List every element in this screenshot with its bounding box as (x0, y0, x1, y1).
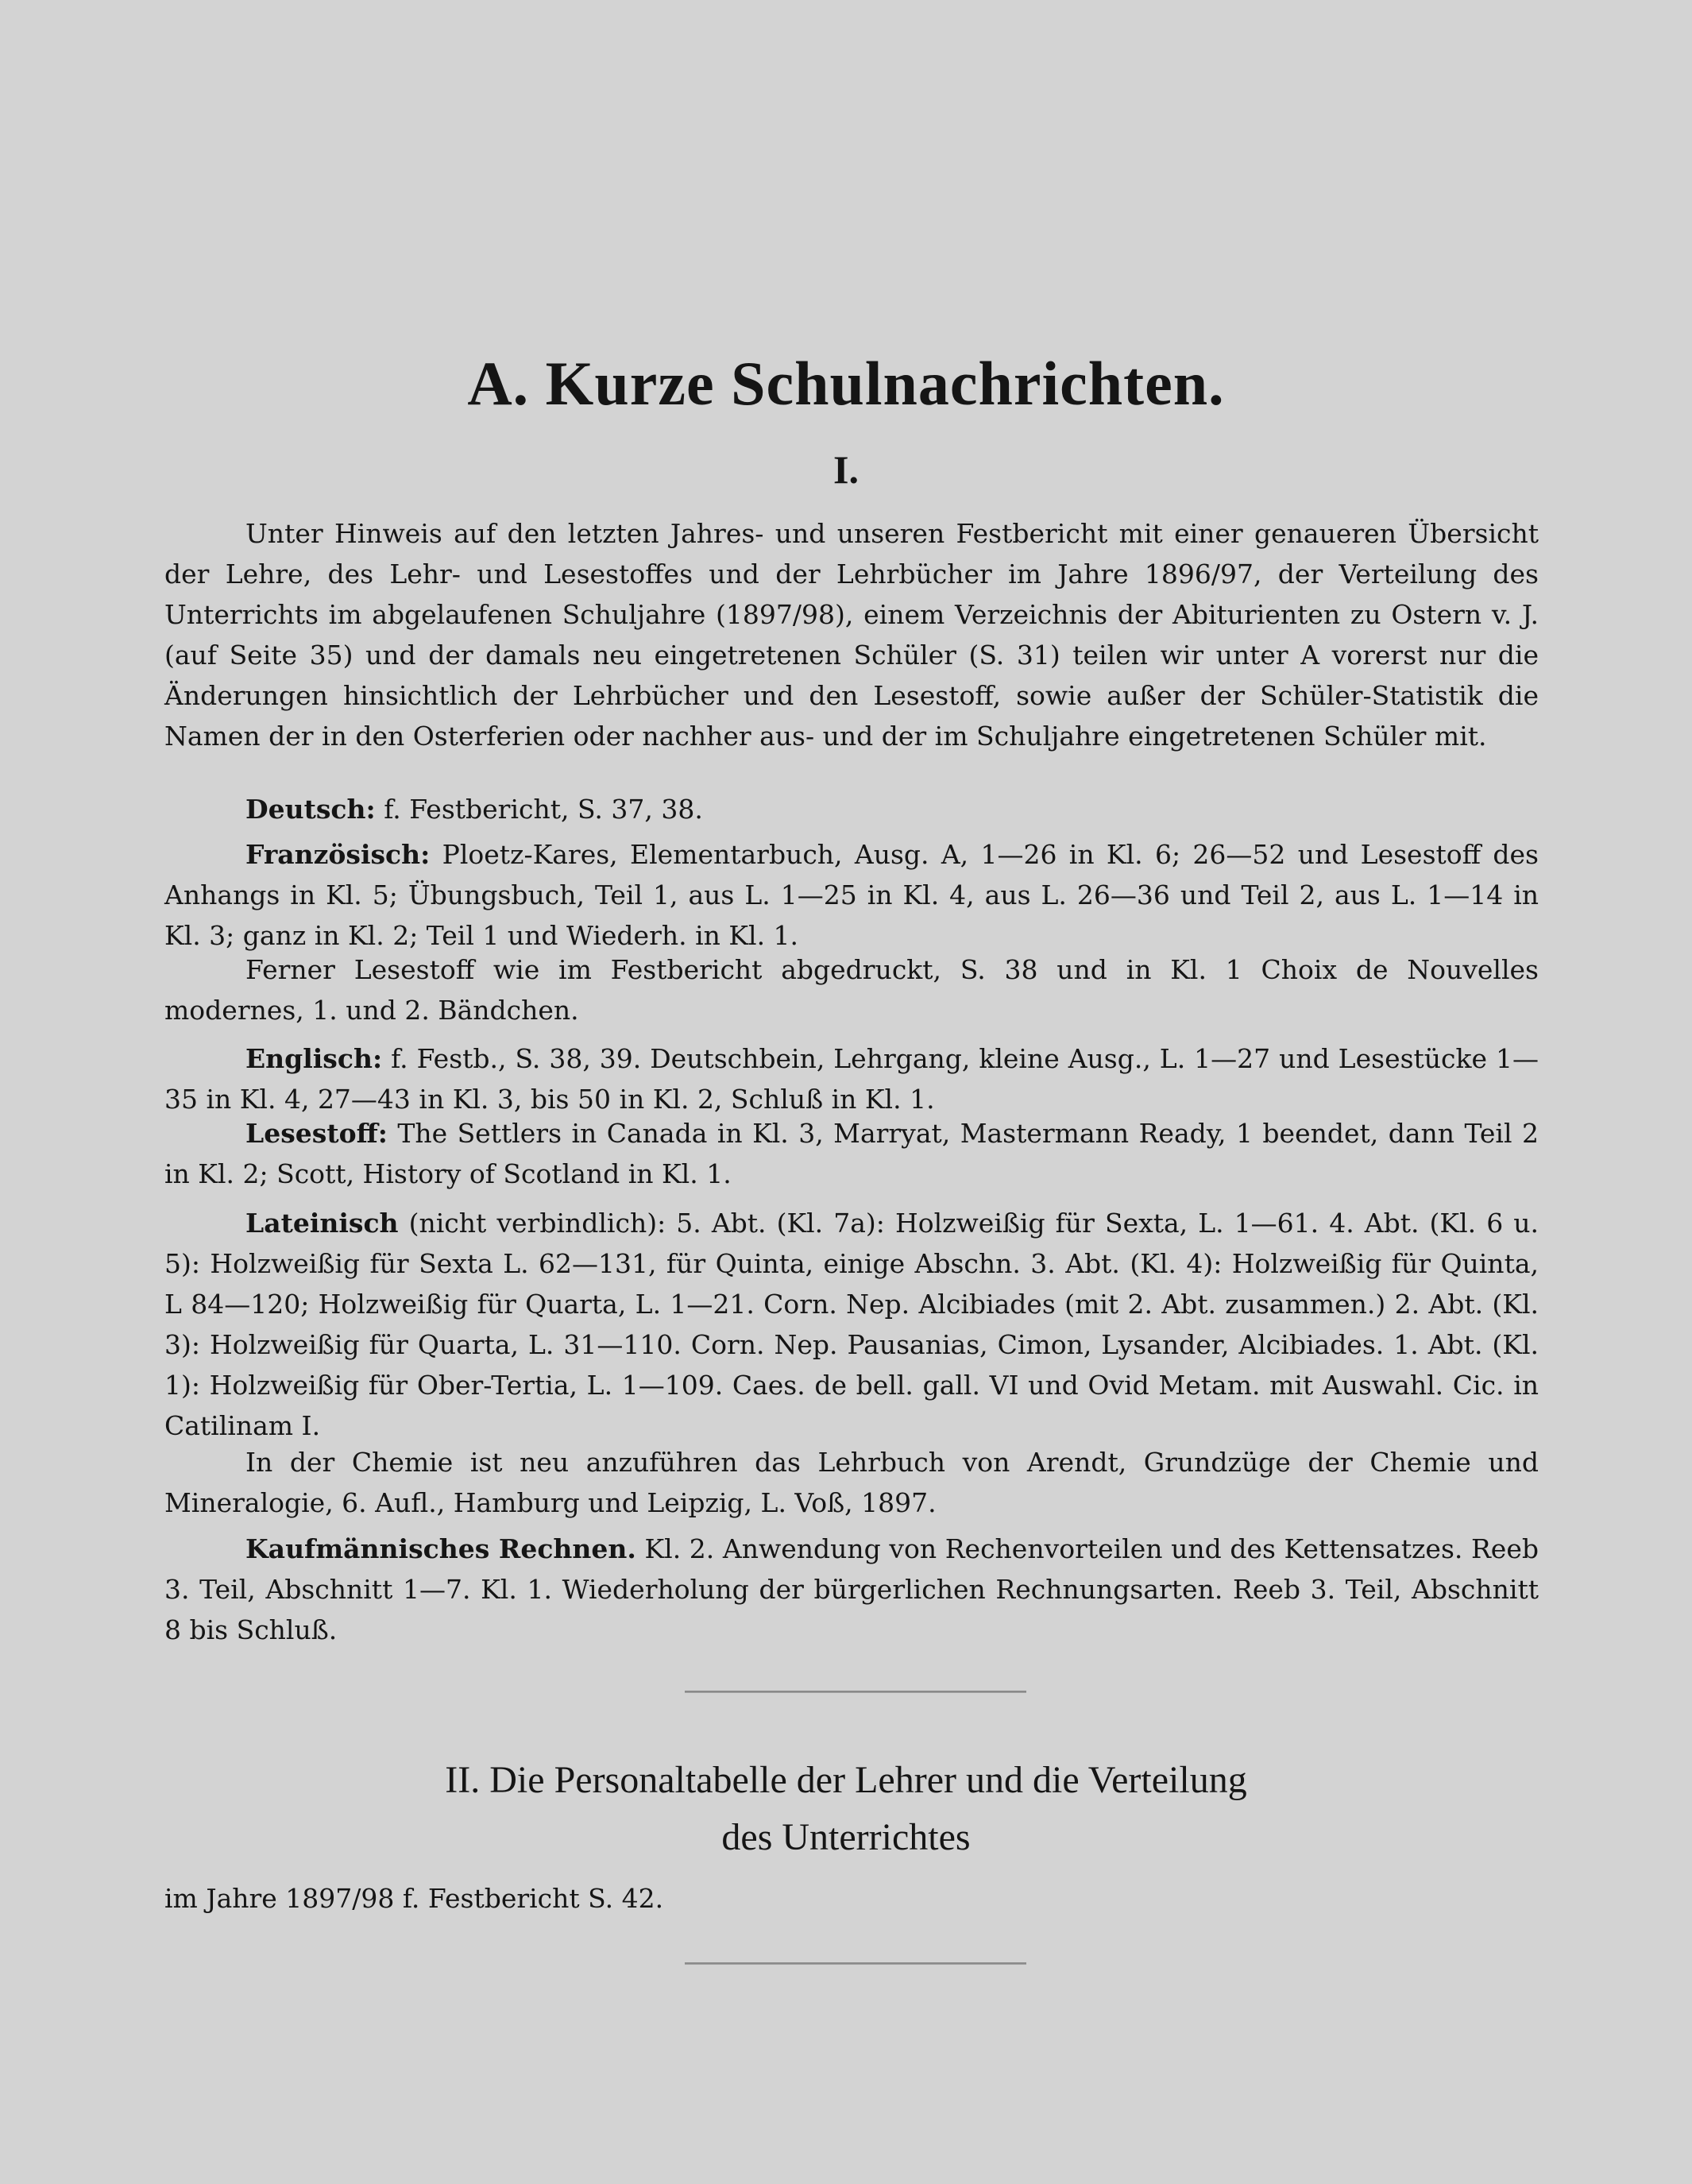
section-number: I. (833, 447, 859, 492)
paragraph-deutsch (164, 789, 1539, 829)
label-englisch: Englisch: (245, 1043, 383, 1074)
section-heading-line2: des Unterrichtes (721, 1816, 971, 1858)
paragraph-lesestoff-engl (164, 1113, 1539, 1194)
text-lateinisch: (nicht verbindlich): 5. Abt. (Kl. 7a): Holzweißig für Sexta, L. 1—61. 4. Abt. (Kl. 6 u. 5): Holzweißig für Sexta L. 62—131, für Quinta, einige Abschn. 3. Abt. (Kl. 4): Holzweißig für Quinta, L 84—120; Holzweißig für Quarta, L. 1—21. Corn. Nep. Alcibiades (mit 2. Abt. zusammen.) 2. Abt. (Kl. 3): Holzweißig für Quarta, L. 31—110. Corn. Nep. Pausanias, Cimon, Lysander, Alcibiades. 1. Abt. (Kl. 1): Holzweißig für Ober-Tertia, L. 1—109. Caes. de bell. gall. VI und Ovid Metam. mit Auswahl. Cic. in Catilinam I. (164, 1208, 1539, 1441)
label-rechnen: Kaufmännisches Rechnen. (245, 1533, 636, 1564)
paragraph-franzoesisch (164, 834, 1539, 956)
text-rechnen: Kl. 2. Anwendung von Rechenvorteilen und des Kettensatzes. Reeb 3. Teil, Abschnitt 1—7. Kl. 1. Wiederholung der bürgerlichen Rechnungsarten. Reeb 3. Teil, Abschnitt 8 bis Schluß. (164, 1533, 1539, 1645)
paragraph-rechnen (164, 1529, 1539, 1650)
divider-rule-bottom (685, 1962, 1026, 1965)
paragraph-lateinisch (164, 1203, 1539, 1446)
section-note: im Jahre 1897/98 f. Festbericht S. 42. (164, 1883, 664, 1914)
text-englisch: f. Festb., S. 38, 39. Deutschbein, Lehrgang, kleine Ausg., L. 1—27 und Lesestücke 1—35 in Kl. 4, 27—43 in Kl. 3, bis 50 in Kl. 2, Schluß in Kl. 1. (164, 1043, 1539, 1115)
label-franzoesisch: Französisch: (245, 839, 431, 870)
paragraph-chemie: In der Chemie ist neu anzuführen das Lehrbuch von Arendt, Grundzüge der Chemie und Mineralogie, 6. Aufl., Hamburg und Leipzig, L. Voß, 1897. (164, 1447, 1539, 1518)
intro-paragraph: Unter Hinweis auf den letzten Jahres- und unseren Festbericht mit einer genaueren Übersicht der Lehre, des Lehr- und Lesestoffes und der Lehrbücher im Jahre 1896/97, der Verteilung des Unterrichts im abgelaufenen Schuljahre (1897/98), einem Verzeichnis der Abiturienten zu Ostern v. J. (auf Seite 35) und der damals neu eingetretenen Schüler (S. 31) teilen wir unter A vorerst nur die Änderungen hinsichtlich der Lehrbücher und den Lesestoff, sowie außer der Schüler-Statistik die Namen der in den Osterferien oder nachher aus- und der im Schuljahre eingetretenen Schüler mit. (164, 518, 1539, 752)
divider-rule (685, 1691, 1026, 1693)
section-heading-line1: II. Die Personaltabelle der Lehrer und die Verteilung (445, 1759, 1247, 1801)
label-lesestoff: Lesestoff: (245, 1118, 388, 1149)
label-lateinisch: Lateinisch (245, 1208, 399, 1239)
paragraph-lesestoff-franz: Ferner Lesestoff wie im Festbericht abgedruckt, S. 38 und in Kl. 1 Choix de Nouvelles modernes, 1. und 2. Bändchen. (164, 954, 1539, 1026)
page-title: A. Kurze Schulnachrichten. (467, 349, 1225, 418)
label-deutsch: Deutsch: (245, 794, 376, 825)
text-franzoesisch: Ploetz-Kares, Elementarbuch, Ausg. A, 1—26 in Kl. 6; 26—52 und Lesestoff des Anhangs in Kl. 5; Übungsbuch, Teil 1, aus L. 1—25 in Kl. 4, aus L. 26—36 und Teil 2, aus L. 1—14 in Kl. 3; ganz in Kl. 2; Teil 1 und Wiederh. in Kl. 1. (164, 839, 1539, 951)
paragraph-englisch (164, 1038, 1539, 1119)
text-lesestoff-engl: The Settlers in Canada in Kl. 3, Marryat, Mastermann Ready, 1 beendet, dann Teil 2 in Kl. 2; Scott, History of Scotland in Kl. 1. (164, 1118, 1539, 1189)
text-deutsch: f. Festbericht, S. 37, 38. (375, 794, 703, 825)
